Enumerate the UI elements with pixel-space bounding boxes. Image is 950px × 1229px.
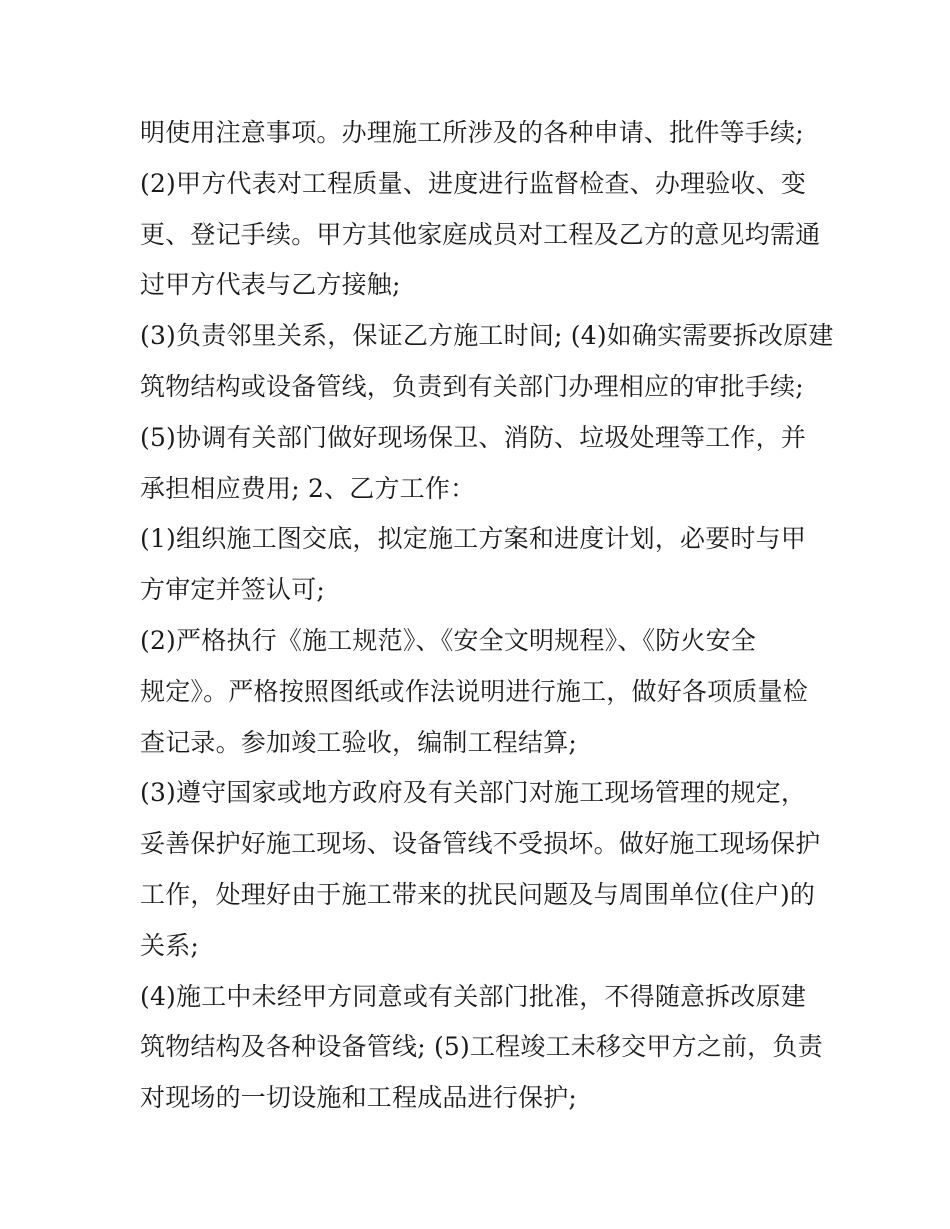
text-line: 更、登记手续。甲方其他家庭成员对工程及乙方的意见均需通 bbox=[140, 219, 821, 249]
text-line: (2)甲方代表对工程质量、进度进行监督检查、办理验收、变 bbox=[140, 168, 807, 198]
text-line: 筑物结构及各种设备管线; (5)工程竣工未移交甲方之前，负责 bbox=[140, 1032, 823, 1062]
body-text bbox=[140, 108, 834, 1124]
text-line: 查记录。参加竣工验收，编制工程结算; bbox=[140, 727, 578, 757]
text-line: 规定》。严格按照图纸或作法说明进行施工，做好各项质量检 bbox=[140, 676, 808, 706]
text-line: 承担相应费用; 2、乙方工作： bbox=[140, 473, 476, 503]
text-line: (3)遵守国家或地方政府及有关部门对施工现场管理的规定， bbox=[140, 778, 807, 808]
text-line: (2)严格执行《施工规范》、《安全文明规程》、《防火安全 bbox=[140, 625, 757, 655]
text-line: (4)施工中未经甲方同意或有关部门批准，不得随意拆改原建 bbox=[140, 981, 807, 1011]
text-line: (5)协调有关部门做好现场保卫、消防、垃圾处理等工作，并 bbox=[140, 422, 807, 452]
text-line: 过甲方代表与乙方接触; bbox=[140, 270, 401, 300]
text-line: 方审定并签认可; bbox=[140, 575, 326, 605]
text-line: (1)组织施工图交底，拟定施工方案和进度计划，必要时与甲 bbox=[140, 524, 807, 554]
text-line: 明使用注意事项。办理施工所涉及的各种申请、批件等手续; bbox=[140, 118, 804, 147]
text-line: 筑物结构或设备管线，负责到有关部门办理相应的审批手续; bbox=[140, 371, 804, 401]
text-line: 工作，处理好由于施工带来的扰民问题及与周围单位(住户)的 bbox=[140, 879, 816, 909]
text-line: 妥善保护好施工现场、设备管线不受损坏。做好施工现场保护 bbox=[140, 829, 821, 859]
text-line: 关系; bbox=[140, 930, 200, 960]
text-line: (3)负责邻里关系，保证乙方施工时间; (4)如确实需要拆改原建 bbox=[140, 321, 834, 351]
text-line: 对现场的一切设施和工程成品进行保护; bbox=[140, 1083, 578, 1113]
